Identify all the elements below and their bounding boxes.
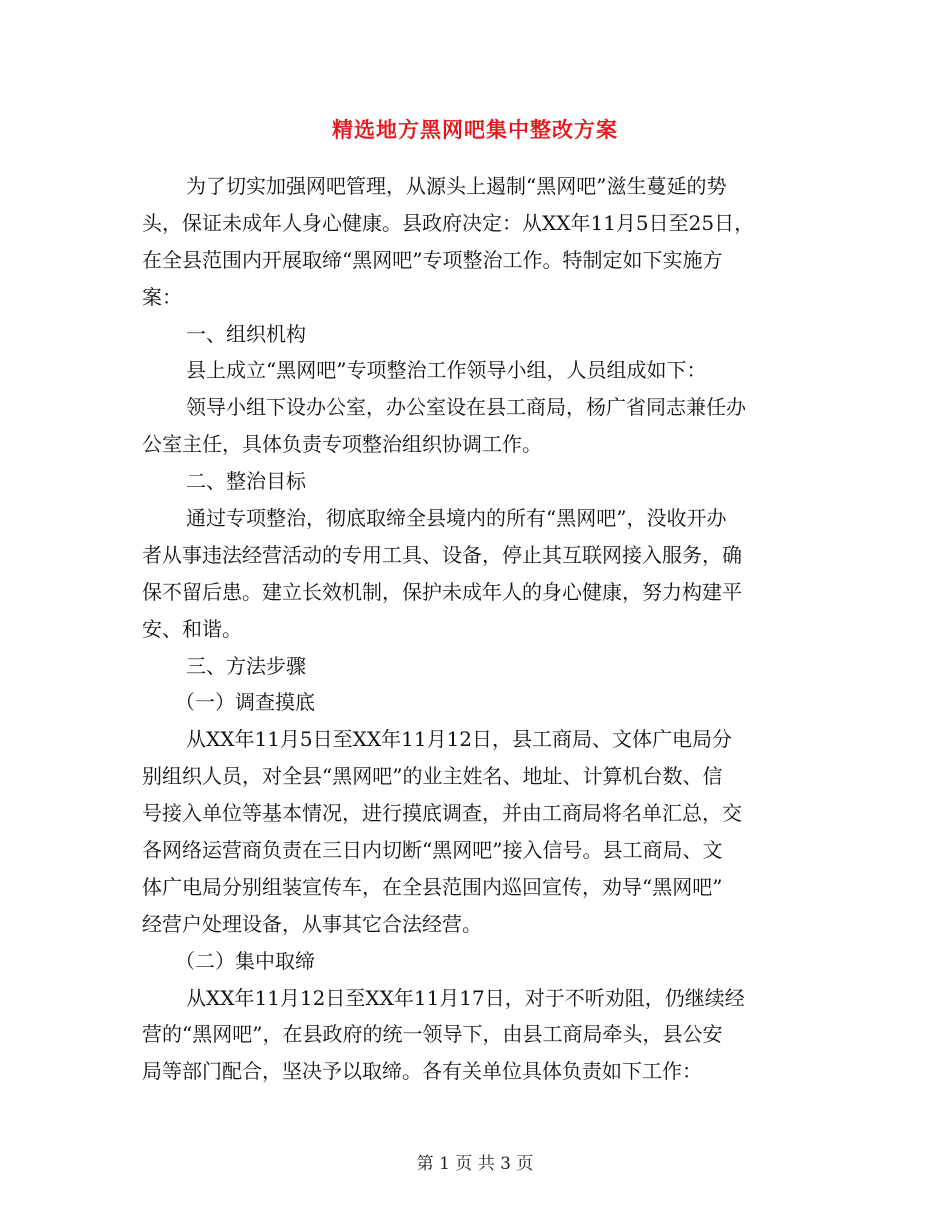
text-line: 案：: [142, 284, 182, 309]
text-line: 从XX年11月5日至XX年11月12日，县工商局、文体广电局分: [186, 727, 733, 752]
text-line: 在全县范围内开展取缔“黑网吧”专项整治工作。特制定如下实施方: [142, 247, 723, 272]
text-line: 县上成立“黑网吧”专项整治工作领导小组，人员组成如下：: [186, 358, 707, 383]
text-line: （一）调查摸底: [175, 690, 315, 715]
text-line: 营的“黑网吧”，在县政府的统一领导下，由县工商局牵头，县公安: [142, 1022, 723, 1047]
text-line: 安、和谐。: [142, 616, 242, 641]
text-line: 为了切实加强网吧管理，从源头上遏制“黑网吧”滋生蔓延的势: [186, 174, 727, 198]
page-footer: 第 1 页 共 3 页: [416, 1154, 534, 1174]
document-body: [142, 168, 808, 1090]
text-line: 者从事违法经营活动的专用工具、设备，停止其互联网接入服务，确: [142, 542, 742, 567]
text-line: 领导小组下设办公室，办公室设在县工商局，杨广省同志兼任办: [186, 395, 746, 420]
text-line: 头，保证未成年人身心健康。县政府决定：从XX年11月5日至25日，: [142, 210, 755, 235]
text-line: 二、整治目标: [186, 469, 306, 494]
text-line: 号接入单位等基本情况，进行摸底调查，并由工商局将名单汇总，交: [142, 801, 742, 826]
text-line: 经营户处理设备，从事其它合法经营。: [142, 911, 482, 936]
text-line: 保不留后患。建立长效机制，保护未成年人的身心健康，努力构建平: [142, 579, 742, 604]
text-line: （二）集中取缔: [175, 948, 315, 973]
text-line: 三、方法步骤: [186, 653, 306, 678]
text-line: 别组织人员，对全县“黑网吧”的业主姓名、地址、计算机台数、信: [142, 764, 723, 789]
text-line: 局等部门配合，坚决予以取缔。各有关单位具体负责如下工作：: [142, 1059, 702, 1084]
document-title: 精选地方黑网吧集中整改方案: [332, 117, 618, 142]
text-line: 一、组织机构: [186, 321, 306, 346]
text-line: 通过专项整治，彻底取缔全县境内的所有“黑网吧”，没收开办: [186, 506, 727, 531]
text-line: 各网络运营商负责在三日内切断“黑网吧”接入信号。县工商局、文: [142, 838, 723, 863]
text-line: 体广电局分别组装宣传车，在全县范围内巡回宣传，劝导“黑网吧”: [142, 874, 723, 899]
text-line: 从XX年11月12日至XX年11月17日，对于不听劝阻，仍继续经: [186, 985, 745, 1010]
text-line: 公室主任，具体负责专项整治组织协调工作。: [142, 432, 542, 457]
